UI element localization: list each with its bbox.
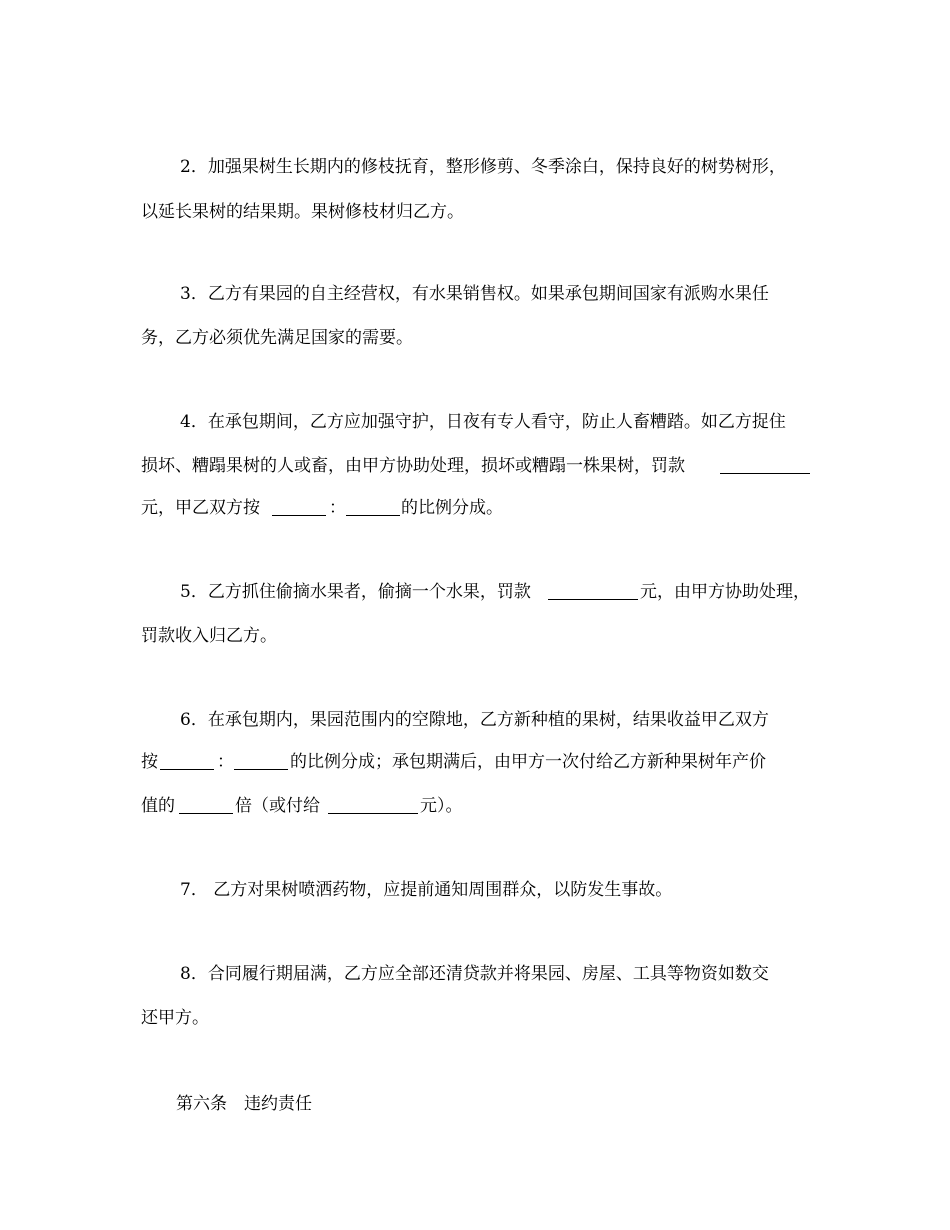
item-6-text-1: 6．在承包期内，果园范围内的空隙地，乙方新种植的果树，结果收益甲乙双方 xyxy=(180,710,769,730)
item-8-text-1: 8．合同履行期届满，乙方应全部还清贷款并将果园、房屋、工具等物资如数交 xyxy=(180,964,769,984)
item-6-line-2 xyxy=(0,750,950,774)
item-4-line-3 xyxy=(0,496,950,520)
item-5-text-1b: 元，由甲方协助处理， xyxy=(640,582,810,602)
item-6-text-3b: 倍（或付给 xyxy=(235,796,320,816)
item-5-line-1 xyxy=(0,580,950,604)
item-2-text-2: 以延长果树的结果期。果树修枝材归乙方。 xyxy=(141,202,464,222)
ratio-party-a-blank-2 xyxy=(160,769,214,770)
item-8-text-2: 还甲方。 xyxy=(141,1008,209,1028)
item-6-text-3a: 值的 xyxy=(141,796,175,816)
item-8-line-1 xyxy=(0,962,950,986)
item-7-line-1 xyxy=(0,878,950,902)
item-4-text-1: 4．在承包期间，乙方应加强守护，日夜有专人看守，防止人畜糟踏。如乙方捉住 xyxy=(180,412,786,432)
item-7-text-1: 7． 乙方对果树喷洒药物，应提前通知周围群众，以防发生事故。 xyxy=(180,880,673,900)
item-5-line-2 xyxy=(0,624,950,648)
ratio-party-a-blank xyxy=(272,515,326,516)
fine-per-fruit-blank xyxy=(548,599,638,600)
times-value-blank xyxy=(179,813,233,814)
article-6-title: 第六条 违约责任 xyxy=(176,1094,312,1114)
article-6-heading-line xyxy=(0,1092,950,1116)
item-6-line-1 xyxy=(0,708,950,732)
item-3-line-1 xyxy=(0,282,950,306)
item-6-text-2b: 的比例分成；承包期满后，由甲方一次付给乙方新种果树年产价 xyxy=(290,752,766,772)
item-4-line-1 xyxy=(0,410,950,434)
item-4-line-2 xyxy=(0,454,950,478)
item-4-text-3b: 的比例分成。 xyxy=(401,498,503,518)
item-3-line-2 xyxy=(0,326,950,350)
item-5-text-1a: 5．乙方抓住偷摘水果者，偷摘一个水果，罚款 xyxy=(180,582,531,602)
item-6-colon: ： xyxy=(217,752,234,772)
item-6-text-3c: 元）。 xyxy=(420,796,463,816)
item-3-text-2: 务，乙方必须优先满足国家的需要。 xyxy=(141,328,413,348)
item-3-text-1: 3．乙方有果园的自主经营权，有水果销售权。如果承包期间国家有派购水果任 xyxy=(180,284,769,304)
item-8-line-2 xyxy=(0,1006,950,1030)
item-2-text-1: 2．加强果树生长期内的修枝抚育，整形修剪、冬季涂白，保持良好的树势树形， xyxy=(180,157,786,177)
ratio-party-b-blank xyxy=(346,515,400,516)
ratio-party-b-blank-2 xyxy=(234,769,288,770)
fine-per-tree-blank xyxy=(720,473,810,474)
item-6-text-2a: 按 xyxy=(141,752,158,772)
payment-amount-blank xyxy=(328,813,418,814)
item-2-line-1 xyxy=(0,155,950,179)
item-4-text-2: 损坏、糟蹋果树的人或畜，由甲方协助处理，损坏或糟蹋一株果树，罚款 xyxy=(141,456,685,476)
item-5-text-2: 罚款收入归乙方。 xyxy=(141,626,277,646)
item-4-colon: ： xyxy=(329,498,346,518)
item-6-line-3 xyxy=(0,794,950,818)
item-4-text-3a: 元，甲乙双方按 xyxy=(141,498,260,518)
item-2-line-2 xyxy=(0,200,950,224)
